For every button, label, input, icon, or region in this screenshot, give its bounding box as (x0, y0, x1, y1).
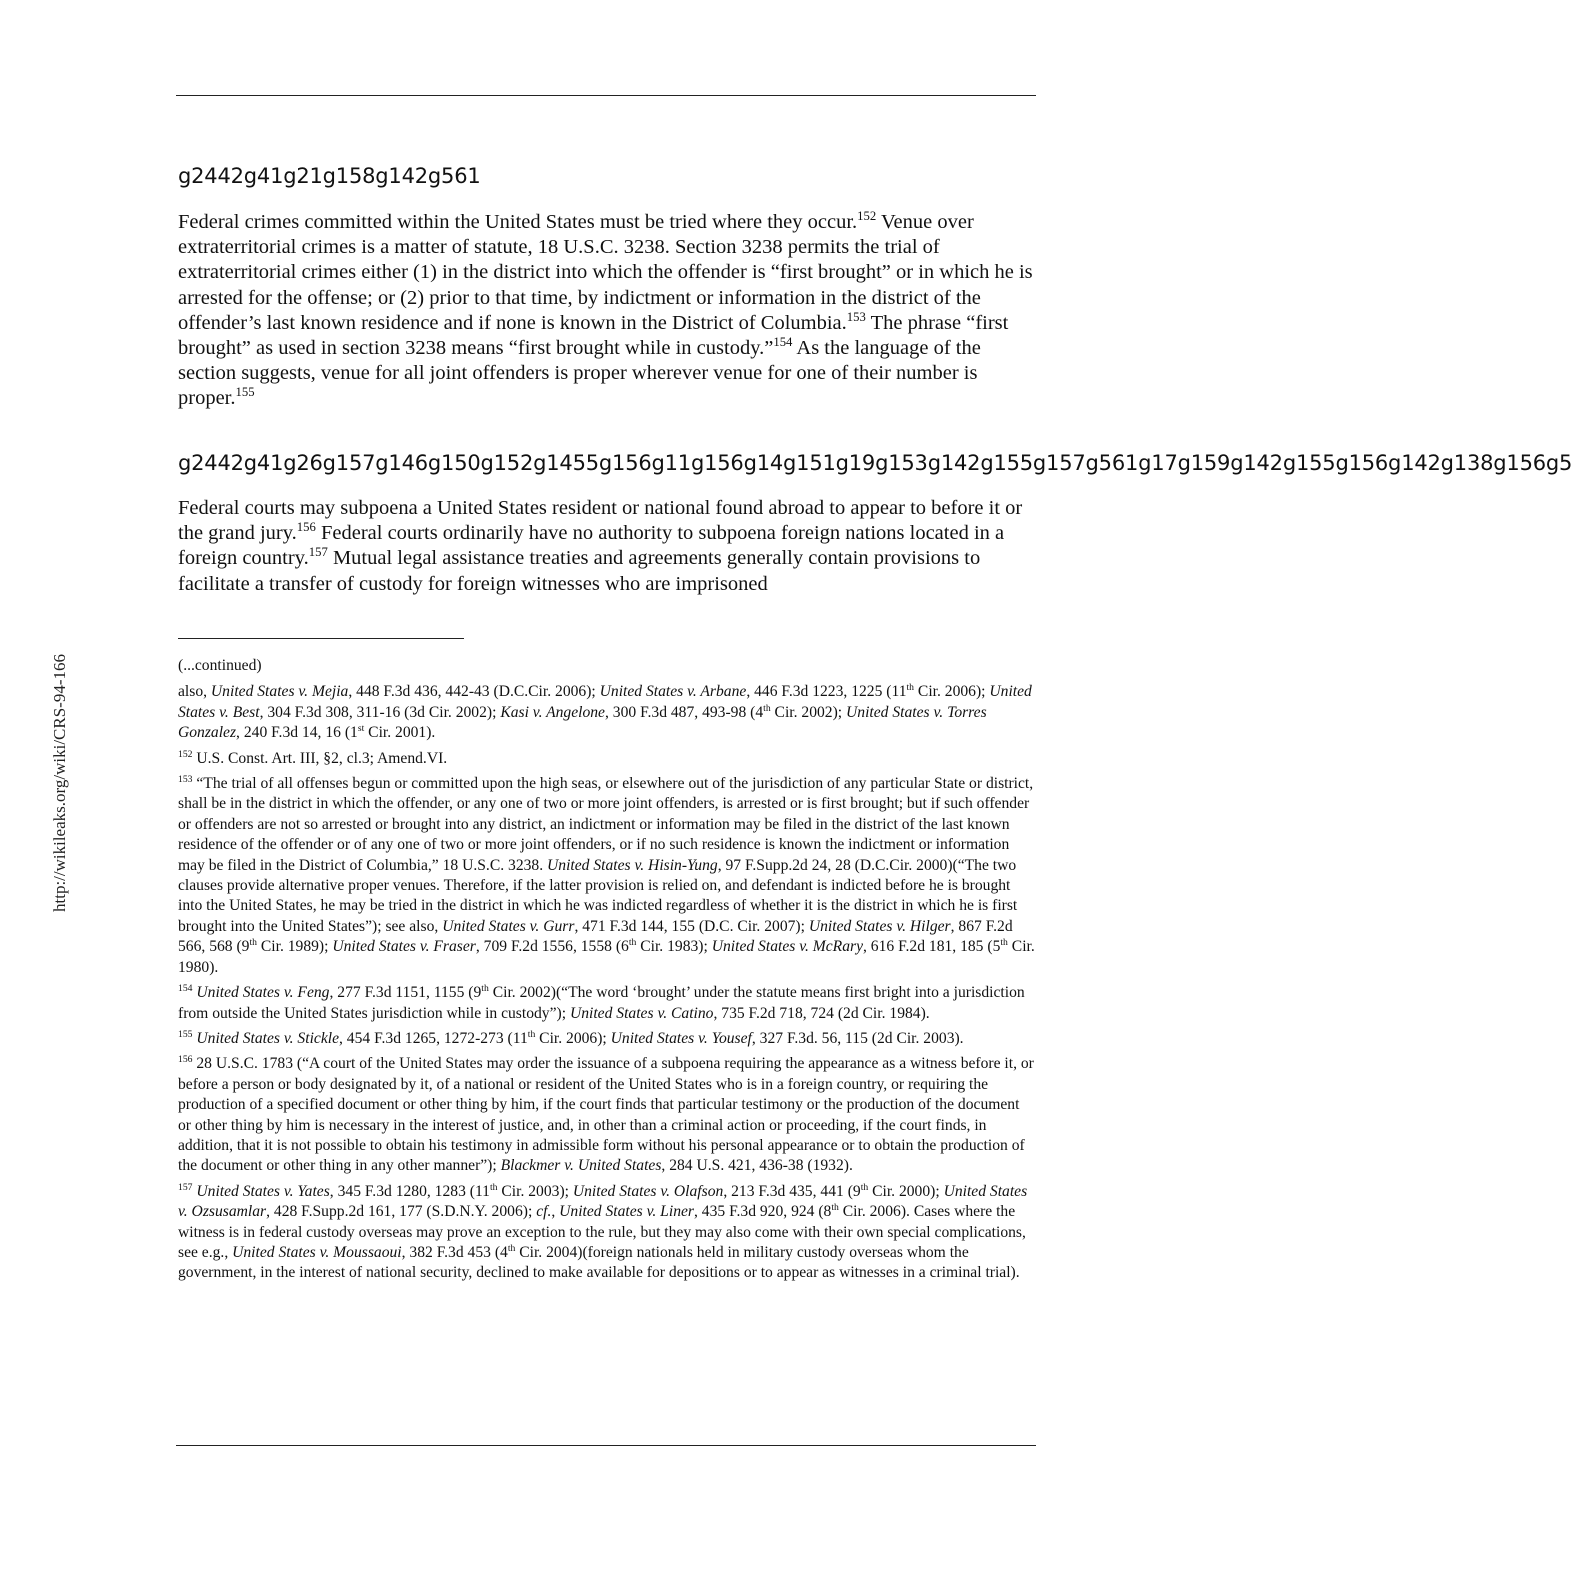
footnotes (178, 656, 1036, 1289)
footnote-separator (178, 638, 464, 639)
header-rule (176, 95, 1036, 96)
footnote-152: $^{152}$ U.S. Const. Art. III, §2, cl.3; Amend.VI. (178, 748, 448, 767)
footnote-157: $^{157}$ United States v. Yates, 345 F.3d 1280, 1283 (11th Cir. 2003); United States v. Olafson, 213 F.3d 435, 441 (9th Cir. 2000); United States v. Ozsusamlar, 428 F.Supp.2d 161, 177 (S.D.N.Y. 2006); cf., United States v. Liner, 435 F.3d 920, 924 (8th Cir. 2006). Cases where the witness is in federal custody overseas may prove an exception to the rule, but they may also come with their own special complications, see e.g., United States v. Moussaoui, 382 F.3d 453 (4th Cir. 2004)(foreign nationals held in military custody overseas whom the government, in the interest of national security, declined to make available for depositions or to appear as witnesses in a criminal trial). (178, 1181, 1028, 1282)
side-url-watermark: http://wikileaks.org/wiki/CRS-94-166 (50, 654, 69, 912)
section-heading-venue: g2442g41g21g158g142g561 (178, 164, 481, 188)
footnote-ref-156: 156 (296, 520, 316, 535)
footnote-ref-153: 153 (846, 309, 866, 324)
paragraph-witnesses: Federal courts may subpoena a United States resident or national found abroad to appear to before it or the grand jury.$^{156}$ Federal courts ordinarily have no authority to subpoena foreign nations located in a foreign country.$^{157}$ Mutual legal assistance treaties and agreements generally contain provisions to facilitate a transfer of custody for foreign witnesses who are imprisoned (178, 497, 1023, 595)
footnote-154: $^{154}$ United States v. Feng, 277 F.3d 1151, 1155 (9th Cir. 2002)(“The word ‘brought’ under the statute means first bright into a jurisdiction from outside the United States jurisdiction while in custody”); United States v. Catino, 735 F.2d 718, 724 (2d Cir. 1984). (178, 982, 1025, 1022)
footnote-155: $^{155}$ United States v. Stickle, 454 F.3d 1265, 1272-273 (11th Cir. 2006); United States v. Yousef, 327 F.3d. 56, 115 (2d Cir. 2003). (178, 1028, 964, 1047)
footnote-continued-label: (...continued) (178, 657, 262, 674)
footnote-153: $^{153}$ “The trial of all offenses begun or committed upon the high seas, or elsewhere out of the jurisdiction of any particular State or district, shall be in the district in which the offender, or any one of two or more joint offenders, is arrested or is first brought; but if such offender or offenders are not so arrested or brought into any district, an indictment or information may be filed in the district of the last known residence of the offender or of any one of two or more joint offenders, or if no such residence is known the indictment or information may be filed in the District of Columbia,” 18 U.S.C. 3238. United States v. Hisin-Yung, 97 F.Supp.2d 24, 28 (D.C.Cir. 2000)(“The two clauses provide alternative proper venues. Therefore, if the latter provision is relied on, and defendant is indicted before he is brought into the United States, he may be tried in the district in which he was indicted regardless of whether it is the district in which he is first brought into the United States”); see also, United States v. Gurr, 471 F.3d 144, 155 (D.C. Cir. 2007); United States v. Hilger, 867 F.2d 566, 568 (9th Cir. 1989); United States v. Fraser, 709 F.2d 1556, 1558 (6th Cir. 1983); United States v. McRary, 616 F.2d 181, 185 (5th Cir. 1980). (178, 773, 1035, 976)
footnote-ref-155: 155 (235, 385, 255, 400)
footnote-continued-text: also, United States v. Mejia, 448 F.3d 436, 442-43 (D.C.Cir. 2006); United States v. Arbane, 446 F.3d 1223, 1225 (11th Cir. 2006); United States v. Best, 304 F.3d 308, 311-16 (3d Cir. 2002); Kasi v. Angelone, 300 F.3d 487, 493-98 (4th Cir. 2002); United States v. Torres Gonzalez, 240 F.3d 14, 16 (1st Cir. 2001). (178, 682, 1032, 742)
section-heading-witnesses: g2442g41g26g157g146g150g152g1455g156g11g156g14g151g19g153g142g155g157g561g17g159g142g155g156g142g138g156g5 (178, 451, 1572, 475)
footnote-ref-152: 152 (857, 209, 877, 224)
paragraph-venue: Federal crimes committed within the United States must be tried where they occur.$^{152}$ Venue over extraterritorial crimes is a matter of statute, 18 U.S.C. 3238. Section 3238 permits the trial of extraterritorial crimes either (1) in the district into which the offender is “first brought” or in which he is arrested for the offense; or (2) prior to that time, by indictment or information in the district of the offender’s last known residence and if none is known in the District of Columbia.$^{153}$ The phrase “first brought” as used in section 3238 means “first brought while in custody.”$^{154}$ As the language of the section suggests, venue for all joint offenders is proper wherever venue for one of their number is proper.$^{155}$ (178, 209, 1033, 410)
footnote-156: $^{156}$ 28 U.S.C. 1783 (“A court of the United States may order the issuance of a subpoena requiring the appearance as a witness before it, or before a person or body designated by it, of a national or resident of the United States who is in a foreign country, or requiring the production of a specified document or other thing by him, if the court finds that particular testimony or the production of the document or other thing by him is necessary in the interest of justice, and, in other than a criminal action or proceeding, if the court finds, in addition, that it is not possible to obtain his testimony in admissible form without his personal appearance or to obtain the production of the document or other thing in any other manner”); Blackmer v. United States, 284 U.S. 421, 436-38 (1932). (178, 1054, 1034, 1175)
footer-rule (176, 1445, 1036, 1446)
footnote-ref-154: 154 (773, 335, 793, 350)
footnote-ref-157: 157 (308, 545, 328, 560)
